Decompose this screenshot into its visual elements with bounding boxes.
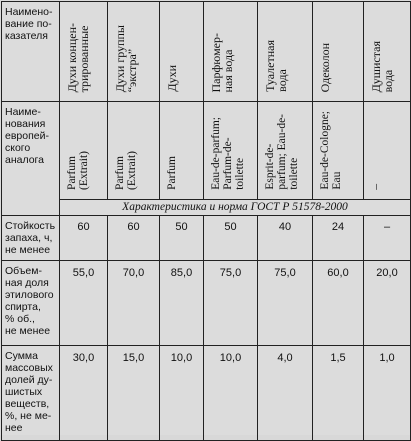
product-type-label: Парфюмер- ная вода [209, 32, 235, 92]
row-label-text: Объем- ная доля этилового спирта, % об., не менее [5, 265, 54, 337]
analog-cell [204, 102, 258, 200]
analog-cell [60, 102, 108, 200]
table-cell: – [364, 216, 411, 261]
analog-label: Parfum (Extrait) [66, 151, 90, 190]
table-cell: 20,0 [364, 261, 411, 346]
table-cell: 55,0 [60, 261, 108, 346]
product-type-cell [313, 2, 364, 102]
product-type-label: Туалетная вода [263, 40, 289, 92]
row-label [2, 346, 60, 441]
product-type-label: Духи [165, 65, 179, 92]
product-type-cell [108, 2, 160, 102]
table-cell: 15,0 [108, 346, 160, 441]
table-cell: 30,0 [60, 346, 108, 441]
analog-cell [364, 102, 411, 200]
product-type-cell [204, 2, 258, 102]
row-label-text: Сумма массовых долей ду- шистых веществ, %, не ме- нее [5, 350, 53, 434]
table-cell: 60 [108, 216, 160, 261]
header-row [2, 2, 411, 102]
product-type-cell [258, 2, 313, 102]
analog-label: – [370, 184, 382, 190]
analog-cell [160, 102, 204, 200]
product-type-label: Одеколон [318, 42, 332, 92]
table-cell: 50 [160, 216, 204, 261]
table-cell: 10,0 [160, 346, 204, 441]
row-label [2, 216, 60, 261]
table-cell: 40 [258, 216, 313, 261]
table-cell: 60,0 [313, 261, 364, 346]
analog-label: Parfum (Extrait) [114, 151, 138, 190]
table-cell: 75,0 [204, 261, 258, 346]
product-type-label: Духи группы “экстра” [113, 24, 139, 92]
product-type-label: Духи концен- трированные [65, 22, 91, 92]
analog-cell [108, 102, 160, 200]
table-cell: 24 [313, 216, 364, 261]
table-row [2, 261, 411, 346]
product-type-cell [160, 2, 204, 102]
perfume-standards-table [1, 1, 411, 441]
table-cell: 4,0 [258, 346, 313, 441]
section-caption-row [2, 200, 411, 216]
product-type-cell [60, 2, 108, 102]
indicator-header [2, 2, 60, 102]
row-label-text: Стойкость запаха, ч, не менее [5, 220, 56, 256]
table-row [2, 346, 411, 441]
table-cell: 70,0 [108, 261, 160, 346]
table-cell: 1,0 [364, 346, 411, 441]
product-type-cell [364, 2, 411, 102]
table-cell: 50 [204, 216, 258, 261]
table-cell: 75,0 [258, 261, 313, 346]
analog-cell [258, 102, 313, 200]
section-caption: Характеристика и норма ГОСТ Р 51578-2000 [60, 200, 411, 216]
table-cell: 60 [60, 216, 108, 261]
european-analog-label: Наиме- нования европей- ского аналога [5, 106, 49, 166]
european-analog-row [2, 102, 411, 200]
analog-cell [313, 102, 364, 200]
analog-label: Eau-de-parfum; Parfum-de- toilette [210, 117, 246, 190]
analog-label: Parfum [166, 156, 178, 190]
table-cell: 85,0 [160, 261, 204, 346]
indicator-label: Наимено- вание по- казателя [5, 6, 53, 42]
table-cell: 10,0 [204, 346, 258, 441]
analog-label: Eau-de-Cologne; Eau [319, 111, 343, 190]
table-row [2, 216, 411, 261]
product-type-label: Душистая вода [369, 40, 395, 92]
table-cell: 1,5 [313, 346, 364, 441]
analog-label: Esprit-de- parfum; Eau-de- toilette [264, 114, 300, 190]
european-analog-header [2, 102, 60, 216]
row-label [2, 261, 60, 346]
